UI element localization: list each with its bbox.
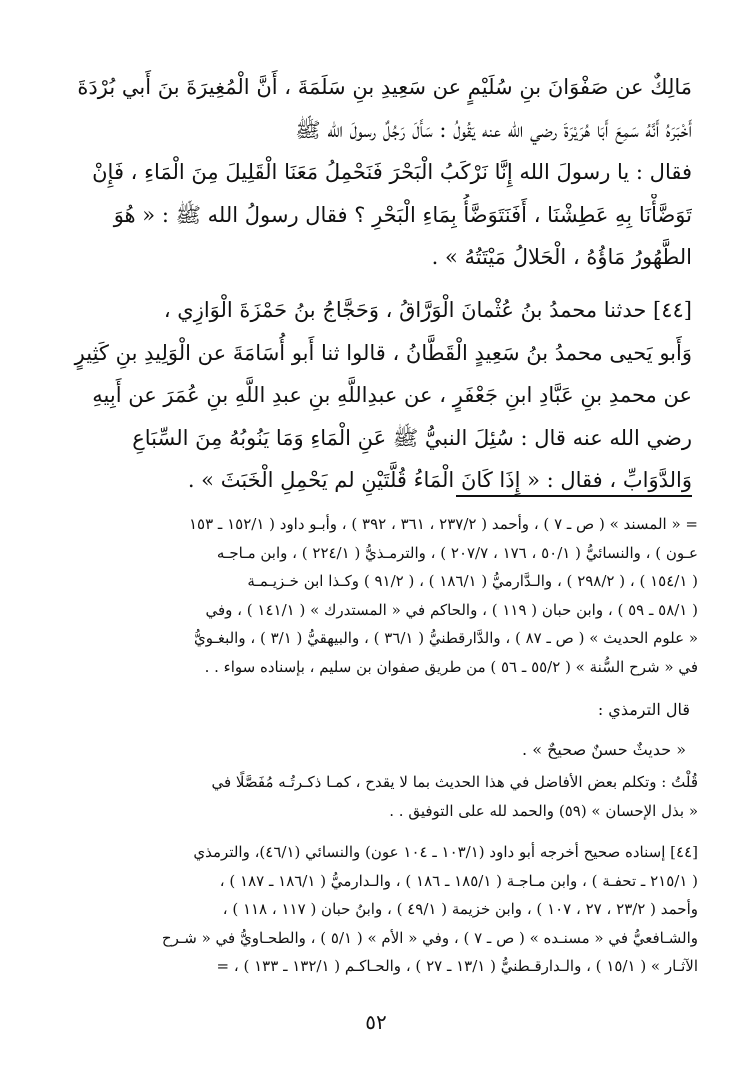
quote-intro: قال الترمذي : — [597, 700, 690, 719]
comment-line: « بذل الإحسان » (٥٩) والحمد لله على التوفيق . . — [389, 801, 698, 820]
footnote-line: [٤٤] إسناده صحيح أخرجه أبو داود (١٠٣/١ ـ ١٠٤ عون) والنسائي (٤٦/١)، والترمذي — [193, 843, 698, 861]
quote-text: « حديثٌ حسنٌ صحيحٌ » . — [522, 740, 686, 759]
text-line: عن محمدِ بنِ عَبَّادِ ابنِ جَعْفَرٍ ، عن عبدِاللَّهِ بنِ عبدِ اللَّهِ بنِ عُمَرَ عن أَبِيهِ — [92, 383, 692, 408]
footnote-line: ( ٢١٥/١ ـ تحفـة ) ، وابن مـاجـة ( ١٨٥/١ ـ ١٨٦ ) ، والـدارميُّ ( ١٨٦/١ ـ ١٨٧ ) ، — [219, 871, 698, 890]
text-line: الطَّهُورُ مَاؤُهُ ، الْحَلالُ مَيْتَتُهُ » . — [431, 245, 692, 270]
footnote-line: ( ١٥٤/١ ) ، ( ٢٩٨/٢ ) ، والـدَّارميُّ ( ١٨٦/١ ) ، ( ٩١/٢ ) وكـذا ابن خـزيـمـة — [247, 572, 698, 590]
text-line: وَالدَّوَابِّ ، فقال : « إِذَا كَانَ الْمَاءُ قُلَّتَيْنِ لم يَحْمِلِ الْخَبَثَ » . — [187, 468, 692, 493]
text-line: أَخْبَرَهُ أَنَّهُ سَمِعَ أَبَا هُرَيْرَةَ رضي الله عنه يَقُولُ : سَأَلَ رَجُلٌ رسولَ الله ﷺ — [295, 117, 692, 142]
text-line: فقال : يا رسولَ الله إِنَّا نَرْكَبُ الْبَحْرَ فَنَحْمِلُ مَعَنَا الْقَلِيلَ مِنَ الْمَاءِ ، فَإِنْ — [92, 160, 692, 185]
text-line: وَأَبو يَحيى محمدُ بنُ سَعِيدٍ الْقَطَّانُ ، قالوا ثنا أَبو أُسَامَةَ عن الْوَلِيدِ بنِ كَثِيرٍ — [74, 340, 692, 365]
text-line: مَالِكٌ عن صَفْوَانَ بنِ سُلَيْمٍ عن سَعِيدِ بنِ سَلَمَةَ ، أَنَّ الْمُغِيرَةَ بنَ أَبي بُرْدَةَ — [77, 75, 692, 99]
footnote-line: ( ٥٨/١ ـ ٥٩ ) ، وابن حبان ( ١١٩ ) ، والحاكم في « المستدرك » ( ١٤١/١ ) ، وفي — [205, 600, 698, 619]
footnote-line: « علوم الحديث » ( ص ـ ٨٧ ) ، والدَّارقطنيُّ ( ٣٦/١ ) ، والبيهقيُّ ( ٣/١ ) ، والبغـويُّ — [193, 629, 698, 647]
footnote-line: الآثـار » ( ١٥/١ ) ، والـدارقـطنيُّ ( ١٣/١ ـ ٢٧ ) ، والحـاكـم ( ١٣٢/١ ـ ١٣٣ ) ، = — [216, 957, 698, 975]
main-text — [66, 66, 692, 502]
hadith-paragraph-44 — [66, 289, 692, 502]
footnote-line: عـون ) ، والنسائيُّ ( ٥٠/١ ، ١٧٦ ، ٢٠٧/٧ ) ، والترمـذيُّ ( ٢٢٤/١ ) ، وابن مـاجـه — [216, 543, 698, 562]
footnote-line: والشـافعيُّ في « مسنـده » ( ص ـ ٧ ) ، وفي « الأم » ( ٥/١ ) ، والطحـاويُّ في « شـرح — [161, 928, 698, 947]
author-comment — [58, 768, 698, 825]
footnote-separator — [456, 495, 692, 497]
footnote-44 — [58, 838, 698, 981]
footnote-line: = « المسند » ( ص ـ ٧ ) ، وأحمد ( ٢٣٧/٢ ، ٣٦١ ، ٣٩٢ ) ، وأبـو داود ( ١٥٢/١ ـ ١٥٣ — [188, 515, 698, 533]
footnote-line: وأحمد ( ٢٣/٢ ، ٢٧ ، ١٠٧ ) ، وابن خزيمة ( ٤٩/١ ) ، وابنُ حبان ( ١١٧ ، ١١٨ ) ، — [222, 900, 698, 918]
footnote-line: في « شرح السُّنة » ( ٥٥/٢ ـ ٥٦ ) من طريق صفوان بن سليم ، بإسناده سواء . . — [204, 657, 698, 676]
text-line: تَوَضَّأْنَا بِهِ عَطِشْنَا ، أَفَنَتَوَضَّأُ بِمَاءِ الْبَحْرِ ؟ فقال رسولُ الله ﷺ : « هُوَ — [113, 202, 692, 227]
comment-line: قُلْتُ : وتكلم بعض الأفاضل في هذا الحديث بما لا يقدح ، كمـا ذكـرتُـه مُفَصَّلًا في — [211, 773, 698, 791]
hadith-paragraph-43 — [66, 66, 692, 279]
text-line: رضي الله عنه قال : سُئِلَ النبيُّ ﷺ عَنِ الْمَاءِ وَمَا يَنُوبُهُ مِنَ السِّبَاعِ — [132, 425, 692, 450]
footnote-continued — [58, 510, 698, 681]
page-number: ٥٢ — [365, 1010, 387, 1034]
text-line: [٤٤] حدثنا محمدُ بنُ عُثْمانَ الْوَرَّاقُ ، وَحَجَّاجُ بنُ حَمْزَةَ الْوَازِي ، — [163, 297, 692, 322]
